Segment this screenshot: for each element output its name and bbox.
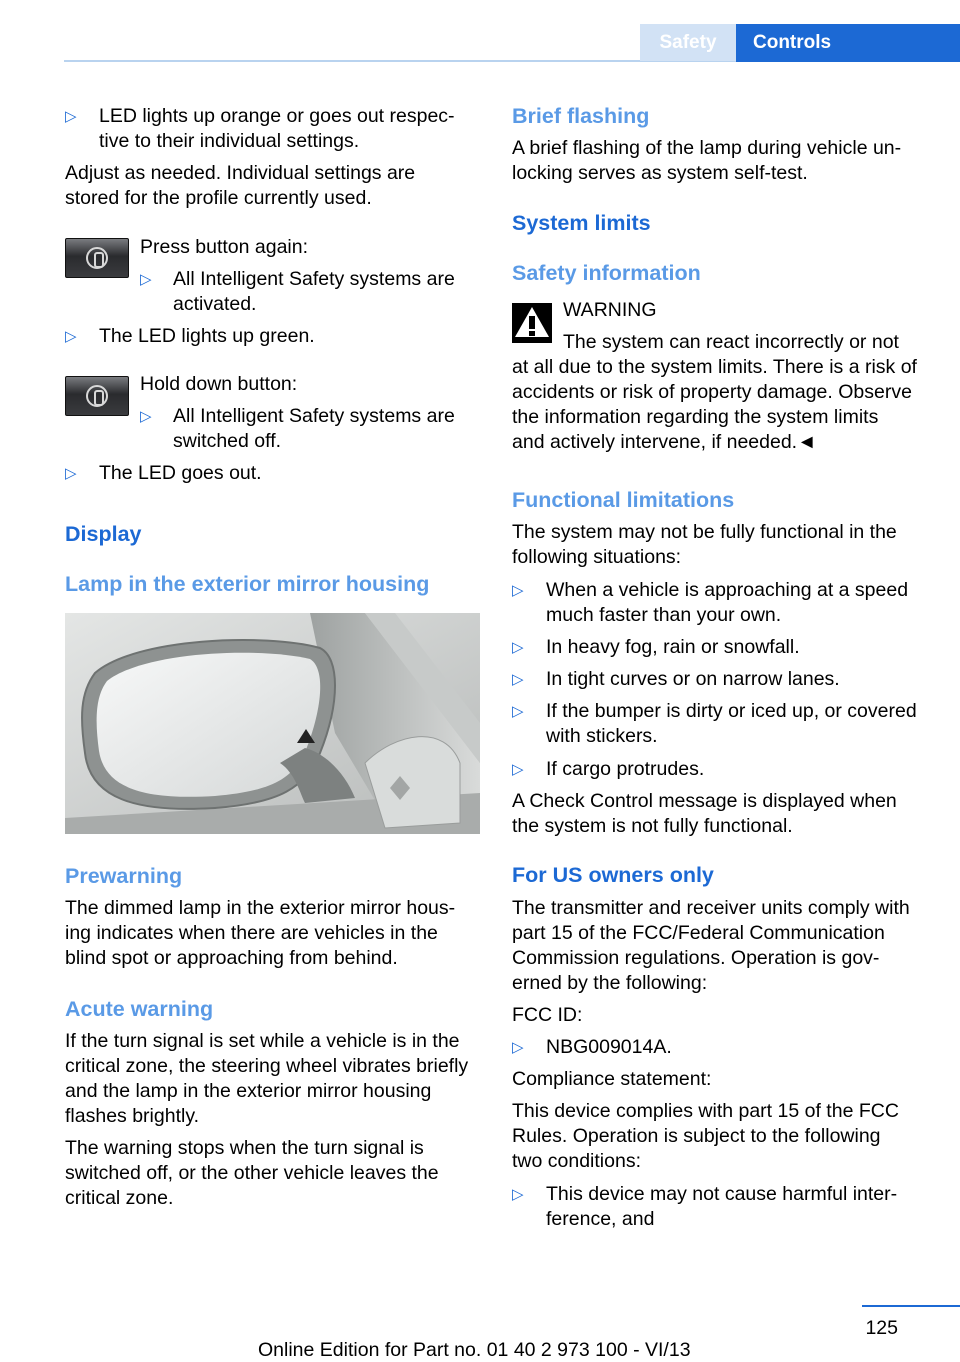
bullet-icon: ▷ <box>512 1039 524 1056</box>
paragraph: erned by the following: <box>512 972 708 994</box>
paragraph: two conditions: <box>512 1150 641 1172</box>
bullet-icon: ▷ <box>512 639 524 656</box>
paragraph: blind spot or approaching from behind. <box>65 947 398 969</box>
warning-label: WARNING <box>563 299 657 321</box>
paragraph: locking serves as system self-test. <box>512 162 808 184</box>
warning-icon <box>512 303 552 343</box>
paragraph: and the lamp in the exterior mirror housing <box>65 1080 432 1102</box>
bullet-icon: ▷ <box>512 761 524 778</box>
paragraph: Rules. Operation is subject to the following <box>512 1125 881 1147</box>
paragraph: Compliance statement: <box>512 1068 712 1090</box>
warning-text: the information regarding the system limits <box>512 406 879 428</box>
paragraph: If the turn signal is set while a vehicle is in the <box>65 1030 460 1052</box>
heading-safety-information: Safety information <box>512 261 701 285</box>
paragraph: following situations: <box>512 546 682 568</box>
bullet-icon: ▷ <box>65 108 77 125</box>
instruction: Press button again: <box>140 236 309 258</box>
paragraph: The system may not be fully functional in the <box>512 521 897 543</box>
bullet-icon: ▷ <box>65 465 77 482</box>
intelligent-safety-button-icon <box>65 238 129 278</box>
paragraph: The dimmed lamp in the exterior mirror hous- <box>65 897 456 919</box>
paragraph: Adjust as needed. Individual settings are <box>65 162 416 184</box>
paragraph: part 15 of the FCC/Federal Communication <box>512 922 885 944</box>
list-item: LED lights up orange or goes out respec- <box>99 105 455 127</box>
fcc-id-value: NBG009014A. <box>546 1036 672 1058</box>
bullet-icon: ▷ <box>512 1186 524 1203</box>
paragraph: flashes brightly. <box>65 1105 200 1127</box>
list-item: with stickers. <box>546 725 658 747</box>
list-item: When a vehicle is approaching at a speed <box>546 579 909 601</box>
paragraph: The warning stops when the turn signal is <box>65 1137 424 1159</box>
instruction: Hold down button: <box>140 373 298 395</box>
list-item: In heavy fog, rain or snowfall. <box>546 636 800 658</box>
paragraph: A brief flashing of the lamp during vehicle un- <box>512 137 902 159</box>
paragraph: This device complies with part 15 of the FCC <box>512 1100 899 1122</box>
section-tab-safety[interactable]: Safety <box>640 24 736 61</box>
warning-text: and actively intervene, if needed.◄ <box>512 431 817 453</box>
bullet-icon: ▷ <box>512 671 524 688</box>
warning-text: at all due to the system limits. There is a risk of <box>512 356 917 378</box>
heading-brief-flashing: Brief flashing <box>512 104 650 128</box>
paragraph: The transmitter and receiver units comply with <box>512 897 910 919</box>
warning-text: accidents or risk of property damage. Observe <box>512 381 912 403</box>
fcc-id-label: FCC ID: <box>512 1004 583 1026</box>
list-item: ference, and <box>546 1208 655 1230</box>
list-item: In tight curves or on narrow lanes. <box>546 668 840 690</box>
list-item: If the bumper is dirty or iced up, or covered <box>546 700 917 722</box>
heading-display: Display <box>65 522 142 546</box>
heading-us-owners: For US owners only <box>512 863 714 887</box>
paragraph: ing indicates when there are vehicles in the <box>65 922 438 944</box>
paragraph: switched off, or the other vehicle leaves the <box>65 1162 439 1184</box>
bullet-icon: ▷ <box>512 703 524 720</box>
heading-acute-warning: Acute warning <box>65 997 214 1021</box>
paragraph: critical zone. <box>65 1187 174 1209</box>
list-item: The LED lights up green. <box>99 325 315 347</box>
list-item: tive to their individual settings. <box>99 130 360 152</box>
paragraph: critical zone, the steering wheel vibrates briefly <box>65 1055 469 1077</box>
intelligent-safety-button-icon <box>65 376 129 416</box>
exterior-mirror-image <box>65 613 480 834</box>
list-item: The LED goes out. <box>99 462 262 484</box>
bullet-icon: ▷ <box>512 582 524 599</box>
heading-system-limits: System limits <box>512 211 651 235</box>
list-item: If cargo protrudes. <box>546 758 705 780</box>
heading-prewarning: Prewarning <box>65 864 183 888</box>
footer-edition: Online Edition for Part no. 01 40 2 973 100 - VI/13 <box>258 1339 691 1361</box>
bullet-icon: ▷ <box>65 328 77 345</box>
list-item: switched off. <box>173 430 282 452</box>
paragraph: Commission regulations. Operation is gov- <box>512 947 880 969</box>
list-item: This device may not cause harmful inter- <box>546 1183 898 1205</box>
paragraph: A Check Control message is displayed when <box>512 790 897 812</box>
list-item: activated. <box>173 293 257 315</box>
paragraph: the system is not fully functional. <box>512 815 793 837</box>
footer-rule <box>862 1305 960 1307</box>
bullet-icon: ▷ <box>140 408 152 425</box>
chapter-tab-controls[interactable]: Controls <box>736 24 960 62</box>
warning-text: The system can react incorrectly or not <box>563 331 899 353</box>
list-item: All Intelligent Safety systems are <box>173 268 455 290</box>
page-number: 125 <box>865 1317 898 1339</box>
list-item: All Intelligent Safety systems are <box>173 405 455 427</box>
heading-functional-limitations: Functional limitations <box>512 488 735 512</box>
bullet-icon: ▷ <box>140 271 152 288</box>
paragraph: stored for the profile currently used. <box>65 187 372 209</box>
heading-lamp: Lamp in the exterior mirror housing <box>65 572 430 596</box>
list-item: much faster than your own. <box>546 604 782 626</box>
